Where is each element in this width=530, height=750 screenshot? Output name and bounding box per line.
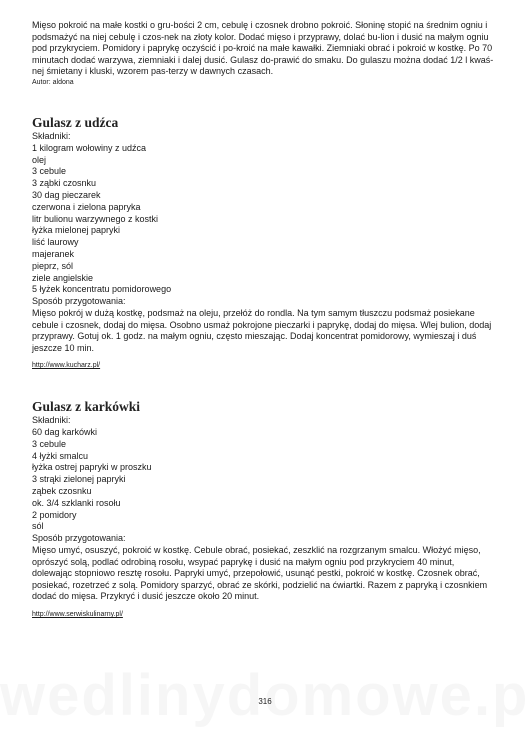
method-text: Mięso umyć, osuszyć, pokroić w kostkę. Cebule obrać, posiekać, zeszklić na rozgrzanym smalcu. Włożyć mięso, oprószyć solą, podlać odrobiną rosołu, wsypać paprykę i dusić na małym ogniu pod przykryciem 40 minut, dolewając stopniowo resztę rosołu. Papryki umyć, przepołowić, usunąć pestki, pokroić w kostkę. Czosnek obrać, posiekać, rozetrzeć z solą. Pomidory sparzyć, obrać ze skórki, podzielić na ćwiartki. Razem z papryką i czosnkiem dodać do mięsa. Przykryć i dusić jeszcze około 20 minut. (32, 545, 488, 602)
ingredient-item: liść laurowy (32, 237, 79, 248)
ingredient-item: 30 dag pieczarek (32, 189, 101, 200)
document-page (32, 20, 502, 621)
ingredient-item: 3 cebule (32, 438, 67, 449)
ingredient-item: 60 dag karkówki (32, 427, 98, 438)
intro-paragraph: Mięso pokroić na małe kostki o gru-bości 2 cm, cebulę i czosnek drobno pokroić. Słoninę stopić na średnim ogniu i podsmażyć na niej cebulę i czos-nek na złoty kolor. Dodać mięso i przyprawy, dolać bu-lion i dusić na małym ogniu pod przykryciem. Pomidory i paprykę oczyścić i po-kroić na małe kawałki. Ziemniaki obrać i pokroić w kostkę. Po 70 minutach dodać warzywa, ziemniaki i dalej dusić. Gulasz do-prawić do smaku. Do gulaszu można dodać 1/2 l kwaś-nej śmietany i kluski, wzorem pas-terzy w dawnych czasach. (32, 20, 494, 77)
ingredient-item: łyżka mielonej papryki (32, 225, 121, 236)
ingredient-item: 2 pomidory (32, 509, 77, 520)
ingredient-item: 3 ząbki czosnku (32, 178, 97, 189)
ingredient-item: 4 łyżki smalcu (32, 450, 89, 461)
ingredient-item: majeranek (32, 248, 75, 259)
ingredient-item: ziele angielskie (32, 272, 94, 283)
ingredient-item: czerwona i zielona papryka (32, 201, 141, 212)
method-label: Sposób przygotowania: (32, 533, 126, 544)
method-text: Mięso pokrój w dużą kostkę, podsmaż na oleju, przełóż do rondla. Na tym samym tłuszczu podsmaż posiekane cebule i czosnek, dodaj do mięsa. Osobno usmaż pokrojone pieczarki i paprykę, dodaj do mięsa. Wlej bulion, dodaj przyprawy. Gotuj ok. 1 godz. na małym ogniu, często mieszając. Dodaj koncentrat pomidorowy, wymieszaj i duś jeszcze 10 min. (32, 307, 492, 353)
ingredient-item: 5 łyżek koncentratu pomidorowego (32, 284, 172, 295)
ingredient-item: pieprz, sól (32, 260, 74, 271)
recipe-title: Gulasz z karkówki (32, 399, 141, 415)
watermark (0, 662, 530, 729)
ingredient-item: 3 cebule (32, 166, 67, 177)
ingredient-item: 1 kilogram wołowiny z udźca (32, 142, 147, 153)
ingredient-item: ok. 3/4 szklanki rosołu (32, 497, 121, 508)
recipe-title: Gulasz z udźca (32, 114, 119, 130)
source-link[interactable]: http://www.kucharz.pl/ (32, 362, 101, 370)
ingredient-item: ząbek czosnku (32, 486, 92, 497)
ingredient-item: litr bulionu warzywnego z kostki (32, 213, 159, 224)
ingredient-item: 3 strąki zielonej papryki (32, 474, 126, 485)
page-number: 316 (258, 697, 272, 706)
intro-author: Autor: aldona (32, 78, 74, 86)
ingredients-label: Składniki: (32, 415, 71, 426)
recipe-gulasz-z-karkowki (32, 399, 502, 621)
source-link[interactable]: http://www.serwiskulinarny.pl/ (32, 611, 123, 619)
recipe-gulasz-z-udzca (32, 115, 502, 372)
ingredient-item: łyżka ostrej papryki w proszku (32, 462, 152, 473)
method-label: Sposób przygotowania: (32, 296, 126, 307)
ingredient-item: olej (32, 154, 47, 165)
ingredient-item: sól (32, 521, 44, 532)
ingredients-label: Składniki: (32, 130, 71, 141)
